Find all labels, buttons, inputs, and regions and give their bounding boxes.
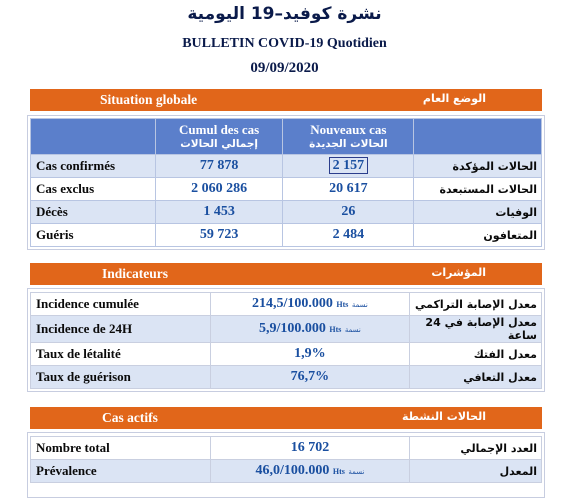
indicator-unit-ar: نسمة (344, 326, 361, 334)
row-label-fr: Décès (31, 201, 156, 224)
row-label-ar: معدل التعافي (410, 366, 542, 389)
indicateurs-title-ar: المؤشرات (431, 266, 486, 279)
indicator-number: 5,9/100.000 (258, 321, 326, 336)
indicateurs-title-fr: Indicateurs (102, 266, 169, 281)
row-label-ar: معدل الإصابة في 24 ساعة (410, 316, 542, 343)
cumul-value: 2 060 286 (155, 178, 283, 201)
indicator-number: 214,5/100.000 (251, 296, 333, 311)
row-label-ar: الحالات المستبعدة (414, 178, 542, 201)
row-label-ar: معدل الفتك (410, 343, 542, 366)
situation-header-blank-right (414, 119, 542, 155)
indicateurs-band (30, 263, 542, 285)
table-row (31, 224, 542, 247)
col-cumul-ar: إجمالي الحالات (180, 137, 259, 150)
cumul-value: 59 723 (155, 224, 283, 247)
row-label-fr: Nombre total (31, 437, 211, 460)
col-new-header (283, 119, 414, 155)
indicateurs-table (30, 292, 542, 389)
bulletin-date: 09/09/2020 (250, 60, 319, 76)
row-label-fr: Cas exclus (31, 178, 156, 201)
active-value: 16 702 (210, 437, 410, 460)
situation-header-blank (31, 119, 156, 155)
indicator-unit: Hts (336, 300, 349, 309)
row-label-fr: Prévalence (31, 460, 211, 483)
indicator-unit-ar: نسمة (351, 301, 368, 309)
cas-actifs-band (30, 407, 542, 429)
situation-table (30, 118, 542, 247)
title-arabic: نشرة كوفيد–19 اليومية (187, 4, 382, 24)
cumul-value: 1 453 (155, 201, 283, 224)
row-label-ar: الوفيات (414, 201, 542, 224)
row-label-ar: العدد الإجمالي (410, 437, 542, 460)
row-label-fr: Taux de guérison (31, 366, 211, 389)
new-value: 26 (283, 201, 414, 224)
active-value (210, 460, 410, 483)
table-row (31, 178, 542, 201)
col-cumul-fr: Cumul des cas (179, 121, 260, 137)
prevalence-unit: Hts (332, 467, 345, 476)
indicator-unit: Hts (329, 325, 342, 334)
indicator-value (210, 293, 410, 316)
new-value-boxed: 2 157 (329, 157, 369, 174)
new-value (283, 155, 414, 178)
situation-band (30, 89, 542, 111)
new-value: 2 484 (283, 224, 414, 247)
row-label-fr: Taux de létalité (31, 343, 211, 366)
cas-actifs-title-ar: الحالات النشطة (401, 410, 486, 423)
indicator-value: 76,7% (210, 366, 410, 389)
table-row (31, 460, 542, 483)
table-row (31, 316, 542, 343)
row-label-ar: المعدل (410, 460, 542, 483)
indicator-value (210, 316, 410, 343)
prevalence-unit-ar: نسمة (348, 468, 365, 476)
col-cumul-header (155, 119, 283, 155)
cumul-value: 77 878 (155, 155, 283, 178)
col-new-fr: Nouveaux cas (310, 121, 387, 137)
situation-title-fr: Situation globale (100, 92, 198, 107)
new-value: 20 617 (283, 178, 414, 201)
row-label-fr: Cas confirmés (31, 155, 156, 178)
cas-actifs-title-fr: Cas actifs (102, 410, 158, 425)
row-label-fr: Guéris (31, 224, 156, 247)
row-label-ar: المتعافون (414, 224, 542, 247)
table-row (31, 293, 542, 316)
situation-header-row (31, 119, 542, 155)
title-french: BULLETIN COVID-19 Quotidien (182, 36, 387, 51)
table-row (31, 343, 542, 366)
table-row (31, 437, 542, 460)
row-label-ar: معدل الإصابة التراكمي (410, 293, 542, 316)
table-row (31, 366, 542, 389)
row-label-fr: Incidence de 24H (31, 316, 211, 343)
situation-title-ar: الوضع العام (422, 92, 486, 105)
prevalence-number: 46,0/100.000 (255, 463, 330, 478)
table-row (31, 201, 542, 224)
row-label-fr: Incidence cumulée (31, 293, 211, 316)
cas-actifs-table (30, 436, 542, 483)
indicator-value: 1,9% (210, 343, 410, 366)
col-new-ar: الحالات الجديدة (309, 137, 388, 150)
row-label-ar: الحالات المؤكدة (414, 155, 542, 178)
table-row (31, 155, 542, 178)
